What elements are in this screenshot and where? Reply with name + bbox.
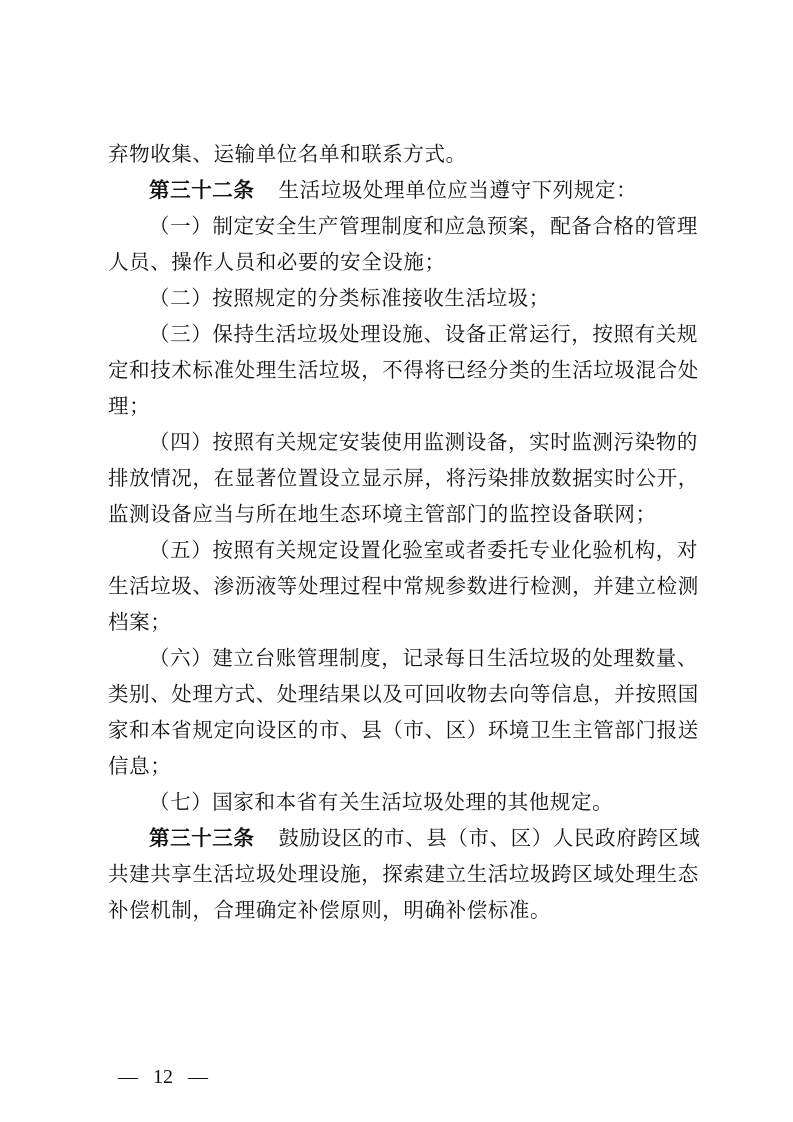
article-32 <box>108 174 698 206</box>
document-body <box>108 138 701 926</box>
item-5-line-2: 生活垃圾、渗沥液等处理过程中常规参数进行检测，并建立检测 <box>108 574 699 598</box>
item-7-line-1: （七）国家和本省有关生活垃圾处理的其他规定。 <box>149 790 614 814</box>
footer-dash-left: — <box>118 1066 138 1088</box>
page-footer <box>118 1066 208 1089</box>
item-3-line-1: （三）保持生活垃圾处理设施、设备正常运行，按照有关规 <box>149 322 698 346</box>
article-33-line-2: 共建共享生活垃圾处理设施，探索建立生活垃圾跨区域处理生态 <box>108 862 699 886</box>
article-33-line-1 <box>108 822 701 854</box>
item-5-line-3: 档案； <box>108 610 172 634</box>
continuation-line: 弃物收集、运输单位名单和联系方式。 <box>108 142 467 166</box>
article-32-title: 第三十二条 <box>149 178 255 202</box>
item-6-line-3: 家和本省规定向设区的市、县（市、区）环境卫生主管部门报送 <box>108 718 699 742</box>
article-33-text: 鼓励设区的市、县（市、区）人民政府跨区域 <box>278 826 701 850</box>
item-1-line-1: （一）制定安全生产管理制度和应急预案，配备合格的管理 <box>149 214 698 238</box>
item-3-line-2: 定和技术标准处理生活垃圾，不得将已经分类的生活垃圾混合处 <box>108 358 699 382</box>
article-32-text: 生活垃圾处理单位应当遵守下列规定： <box>278 178 638 202</box>
item-5-line-1: （五）按照有关规定设置化验室或者委托专业化验机构，对 <box>149 538 698 562</box>
footer-dash-right: — <box>188 1066 208 1088</box>
item-2-line-1: （二）按照规定的分类标准接收生活垃圾； <box>149 286 550 310</box>
article-33-line-3: 补偿机制，合理确定补偿原则，明确补偿标准。 <box>108 898 552 922</box>
item-4-line-3: 监测设备应当与所在地生态环境主管部门的监控设备联网； <box>108 502 657 526</box>
page-number: 12 <box>153 1066 173 1088</box>
item-6-line-2: 类别、处理方式、处理结果以及可回收物去向等信息，并按照国 <box>108 682 699 706</box>
item-6-line-4: 信息； <box>108 754 172 778</box>
item-4-line-2: 排放情况，在显著位置设立显示屏，将污染排放数据实时公开， <box>108 466 699 490</box>
article-33-title: 第三十三条 <box>149 826 255 850</box>
item-6-line-1: （六）建立台账管理制度，记录每日生活垃圾的处理数量、 <box>149 646 698 670</box>
item-1-line-2: 人员、操作人员和必要的安全设施； <box>108 250 446 274</box>
item-3-line-3: 理； <box>108 394 151 418</box>
item-4-line-1: （四）按照有关规定安装使用监测设备，实时监测污染物的 <box>149 430 698 454</box>
